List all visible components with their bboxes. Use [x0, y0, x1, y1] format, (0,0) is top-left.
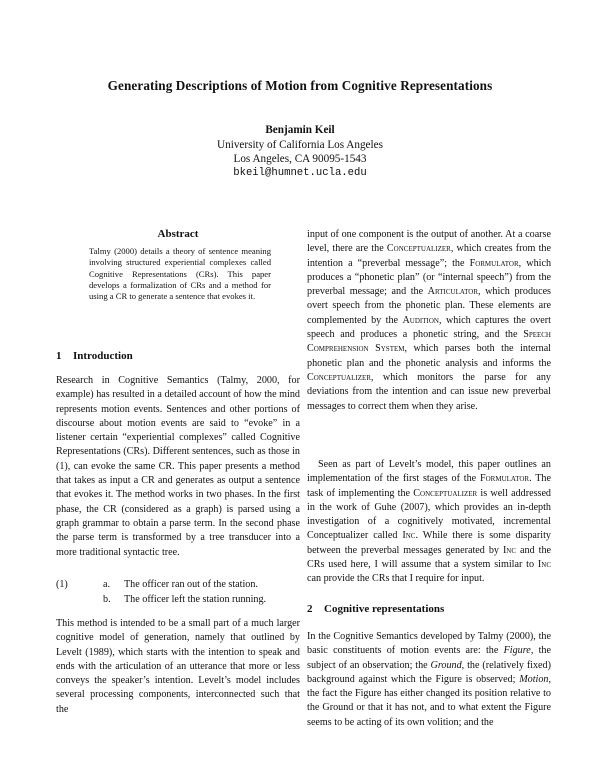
example-number: (1): [56, 579, 68, 590]
section-title: Cognitive representations: [324, 603, 445, 615]
section-1-heading: [56, 350, 133, 362]
section-number: 2: [307, 603, 313, 615]
author-address: Los Angeles, CA 90095-1543: [233, 153, 367, 165]
section-1-paragraph-2: This method is intended to be a small part of a much larger cognitive model of generation, namely that outlined by Levelt (1989), which starts with the intention to speak and ends with the articulation of an utterance that more or less conveys the speaker’s intention. Levelt’s model includes several processing components, interconnected such that the: [56, 618, 300, 715]
example-1: [56, 578, 300, 610]
section-2-paragraph-1: In the Cognitive Semantics developed by Talmy (2000), the basic constituents of motion events are: the Figure, the subject of an observation; the Ground, the (relatively fixed) background against which the Figure is observed; Motion, the fact the Figure has either changed its position relative to the Ground or that it has not, and to what extent the Figure seems to be acting of its own volition; and the: [307, 631, 551, 728]
example-b-text: The officer left the station running.: [124, 594, 267, 605]
section-1-paragraph-1: Research in Cognitive Semantics (Talmy, 2000, for example) has resulted in a detailed account of how the mind represents motion events. Sentences and other portions of discourse about motion events are said to “evoke” in a listener certain “experiential complexes” called Cognitive Representations (CRs). Different sentences, such as those in (1), can evoke the same CR. This paper presents a method that takes as input a CR and generates as output a sentence that evokes it. The method works in two phases. In the first phase, the CR (considered as a graph) is parsed using a graph grammar to obtain a parse term. In the second phase the parse term is transformed by a tree transducer into a more traditional syntactic tree.: [56, 375, 300, 558]
author-email[interactable]: bkeil@humnet.ucla.edu: [233, 167, 367, 179]
abstract-heading: Abstract: [157, 228, 199, 240]
right-column-paragraph-1: input of one component is the output of another. At a coarse level, there are the Conceptualizer, which creates from the intention a “preverbal message”; the Formulator, which produces a “phonetic plan” (or “internal speech”) from the preverbal message; and the Articulator, which produces overt speech from the phonetic plan. These elements are complemented by the Audition, which captures the overt speech and produces a phonetic string, and the Speech Comprehension System, which parses both the internal phonetic plan and the phonetic analysis and informs the Conceptualizer, which monitors the parse for any deviations from the intention and can issue new preverbal messages to correct them when they arise.: [307, 229, 552, 412]
section-number: 1: [56, 350, 62, 362]
section-title: Introduction: [73, 350, 133, 362]
paper-title: Generating Descriptions of Motion from Cognitive Representations: [107, 78, 493, 93]
author-name: Benjamin Keil: [265, 124, 335, 136]
author-affiliation: University of California Los Angeles: [217, 138, 383, 151]
example-b-label: b.: [103, 594, 111, 605]
right-column-paragraph-2: Seen as part of Levelt’s model, this paper outlines an implementation of the first stages of the Formulator. The task of implementing the Conceptualizer is well addressed in the work of Guhe (2007), which provides an in-depth investigation of a cognitively motivated, incremental Conceptualizer called Inc. While there is some disparity between the preverbal messages generated by Inc and the CRs used here, I will assume that a system similar to Inc can provide the CRs that I require for input.: [307, 459, 551, 585]
example-a-label: a.: [103, 579, 111, 590]
section-2-heading: [307, 603, 444, 615]
abstract-text: Talmy (2000) details a theory of sentence meaning involving structured experiential complexes called Cognitive Representations (CRs). This paper develops a formalization of CRs and a method for using a CR to generate a sentence that evokes it.: [89, 246, 271, 302]
example-a-text: The officer ran out of the station.: [124, 579, 258, 590]
